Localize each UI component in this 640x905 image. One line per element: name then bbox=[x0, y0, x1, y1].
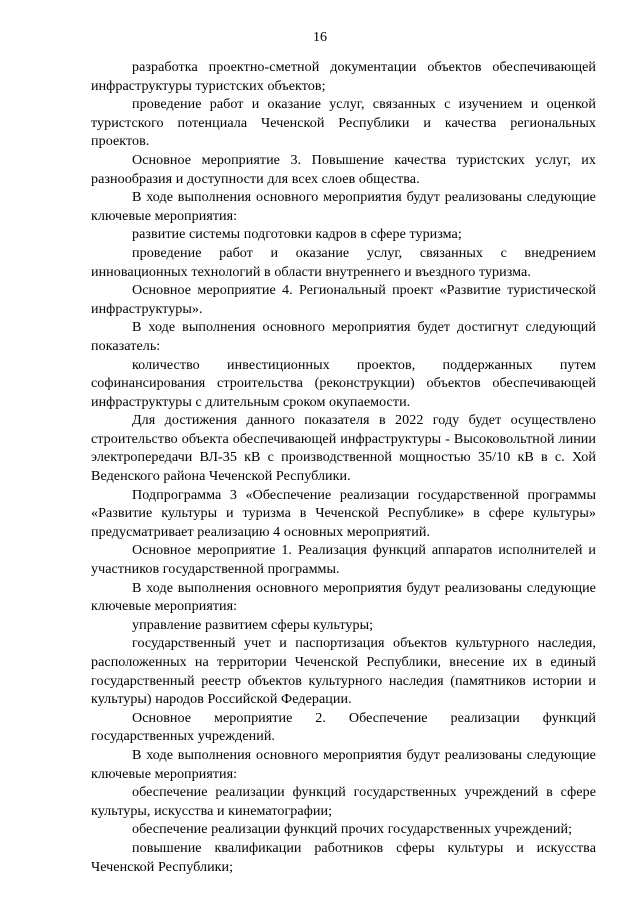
paragraph: Основное мероприятие 2. Обеспечение реализации функций государственных учреждений. bbox=[91, 709, 596, 745]
paragraph: управление развитием сферы культуры; bbox=[132, 616, 374, 633]
paragraph: количество инвестиционных проектов, поддержанных путем софинансирования строительства (реконструкции) объектов обеспечивающей инфраструктуры с длительным сроком окупаемости. bbox=[91, 356, 596, 410]
paragraph: государственный учет и паспортизация объектов культурного наследия, расположенных на территории Чеченской Республики, внесение их в единый государственный реестр объектов культурного наследия (памятников истории и культуры) народов Российской Федерации. bbox=[91, 635, 596, 708]
paragraph: В ходе выполнения основного мероприятия будет достигнут следующий показатель: bbox=[91, 319, 596, 354]
paragraph: обеспечение реализации функций государственных учреждений в сфере культуры, искусства и кинематографии; bbox=[91, 784, 596, 819]
paragraph: В ходе выполнения основного мероприятия будут реализованы следующие ключевые мероприятия: bbox=[91, 579, 596, 615]
paragraph: Основное мероприятие 1. Реализация функций аппаратов исполнителей и участников государственной программы. bbox=[91, 542, 596, 578]
paragraph: развитие системы подготовки кадров в сфере туризма; bbox=[132, 226, 462, 243]
paragraph: В ходе выполнения основного мероприятия будут реализованы следующие ключевые мероприятия: bbox=[91, 746, 596, 782]
page-number: 16 bbox=[313, 30, 327, 45]
paragraph: повышение квалификации работников сферы культуры и искусства Чеченской Республики; bbox=[91, 839, 596, 875]
paragraph: проведение работ и оказание услуг, связанных с внедрением инновационных технологий в области внутреннего и въездного туризма. bbox=[91, 244, 596, 280]
paragraph: Основное мероприятие 4. Региональный проект «Развитие туристической инфраструктуры». bbox=[91, 282, 596, 317]
paragraph: В ходе выполнения основного мероприятия будут реализованы следующие ключевые мероприятия: bbox=[91, 189, 596, 224]
document-body bbox=[91, 58, 596, 876]
paragraph: Основное мероприятие 3. Повышение качества туристских услуг, их разнообразия и доступности для всех слоев общества. bbox=[91, 151, 596, 187]
paragraph: разработка проектно-сметной документации объектов обеспечивающей инфраструктуры туристских объектов; bbox=[91, 59, 596, 94]
paragraph: Для достижения данного показателя в 2022 году будет осуществлено строительство объекта обеспечивающей инфраструктуры - Высоковольтной линии электропередачи ВЛ-35 кВ с производственной мощностью 35/10 кВ в с. Хой Веденского района Чеченской Республики. bbox=[91, 412, 596, 485]
paragraph: Подпрограмма 3 «Обеспечение реализации государственной программы «Развитие культуры и туризма в Чеченской Республике» в сфере культуры» предусматривает реализацию 4 основных мероприятий. bbox=[91, 486, 596, 540]
paragraph: обеспечение реализации функций прочих государственных учреждений; bbox=[132, 821, 573, 838]
paragraph: проведение работ и оказание услуг, связанных с изучением и оценкой туристского потенциала Чеченской Республики и качества региональных проектов. bbox=[91, 96, 596, 150]
